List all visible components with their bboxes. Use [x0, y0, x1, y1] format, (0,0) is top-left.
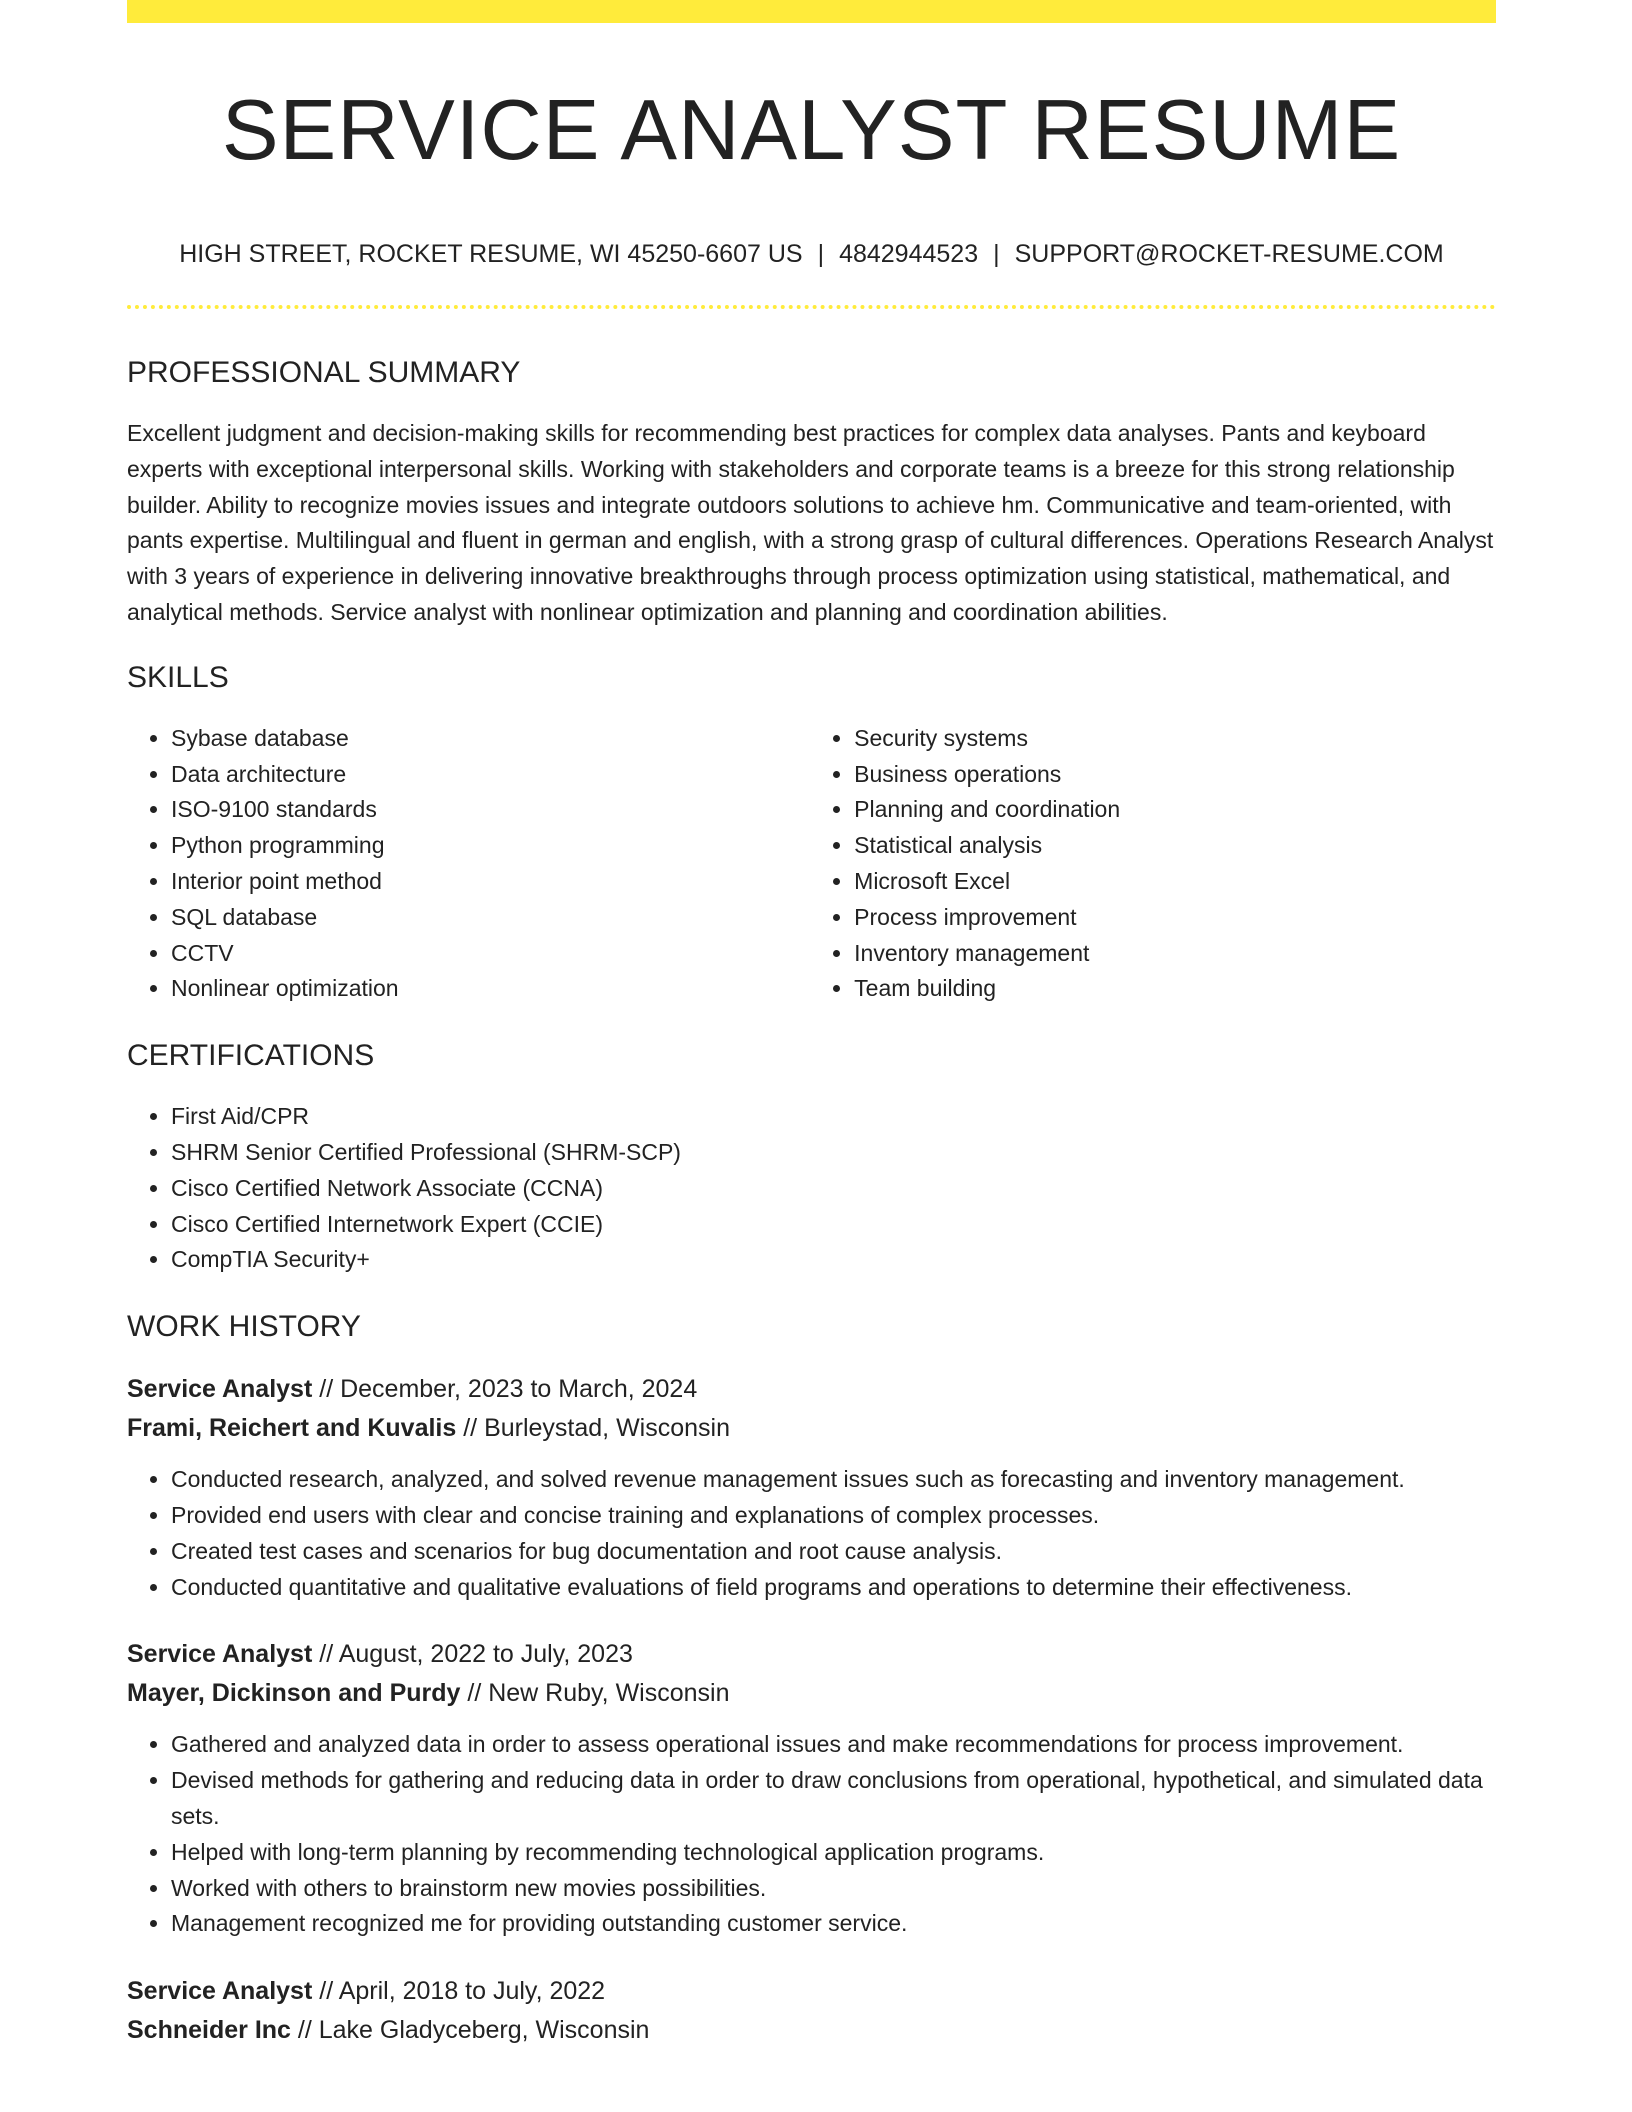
job-company-line — [127, 1674, 1499, 1713]
job-bullet: • Devised methods for gathering and reducing data in order to draw conclusions from operational, hypothetical, and simulated data sets. — [171, 1763, 1499, 1835]
skill-item: • SQL database — [171, 900, 810, 936]
job-bullet: • Worked with others to brainstorm new movies possibilities. — [171, 1871, 1499, 1907]
resume-title: SERVICE ANALYST RESUME — [221, 83, 1402, 178]
summary-section — [127, 348, 1499, 631]
skill-item: • Interior point method — [171, 864, 810, 900]
job-bullet: • Management recognized me for providing outstanding customer service. — [171, 1906, 1499, 1942]
skill-item: • Data architecture — [171, 757, 810, 793]
skill-item: • Process improvement — [854, 900, 1499, 936]
contact-separator: | — [817, 240, 825, 268]
certifications-section — [127, 1031, 1499, 1278]
resume-content — [127, 348, 1499, 2079]
job-bullet: • Helped with long-term planning by recommending technological application programs. — [171, 1835, 1499, 1871]
summary-text: Excellent judgment and decision-making skills for recommending best practices for complex data analyses. Pants and keyboard experts with exceptional interpersonal skills. Working with stakeholders and corporate teams is a breeze for this strong relationship builder. Ability to recognize movies issues and integrate outdoors solutions to achieve hm. Communicative and team-oriented, with pants expertise. Multilingual and fluent in german and english, with a strong grasp of cultural differences. Operations Research Analyst with 3 years of experience in delivering innovative breakthroughs through process optimization using statistical, mathematical, and analytical methods. Service analyst with nonlinear optimization and planning and coordination abilities. — [127, 420, 1494, 625]
job-location: // Lake Gladyceberg, Wisconsin — [290, 2015, 650, 2044]
job-location: // New Ruby, Wisconsin — [460, 1678, 730, 1707]
job-location: // Burleystad, Wisconsin — [456, 1413, 730, 1442]
certification-item: • SHRM Senior Certified Professional (SHRM-SCP) — [171, 1135, 1499, 1171]
job-company: Frami, Reichert and Kuvalis — [127, 1413, 457, 1442]
job-bullets — [127, 1462, 1499, 1605]
job-dates: // August, 2022 to July, 2023 — [312, 1640, 633, 1669]
job-bullet: • Provided end users with clear and concise training and explanations of complex processes. — [171, 1498, 1499, 1534]
skill-item: • CCTV — [171, 936, 810, 972]
contact-address: HIGH STREET, ROCKET RESUME, WI 45250-6607 US — [179, 240, 803, 268]
skill-item: • ISO-9100 standards — [171, 792, 810, 828]
skill-item: • Nonlinear optimization — [171, 971, 810, 1007]
job-bullets — [127, 1727, 1499, 1942]
job-bullet: • Conducted research, analyzed, and solved revenue management issues such as forecasting and inventory management. — [171, 1462, 1499, 1498]
contact-email: SUPPORT@ROCKET-RESUME.COM — [1014, 240, 1444, 268]
skills-list-right — [810, 721, 1499, 1007]
skill-item: • Statistical analysis — [854, 828, 1499, 864]
section-heading-skills: SKILLS — [127, 660, 229, 694]
job-entry — [127, 1370, 1499, 1605]
certification-item: • CompTIA Security+ — [171, 1242, 1499, 1278]
skill-item: • Security systems — [854, 721, 1499, 757]
job-company: Schneider Inc — [127, 2015, 291, 2044]
certification-item: • Cisco Certified Network Associate (CCNA) — [171, 1171, 1499, 1207]
contact-phone: 4842944523 — [839, 240, 979, 268]
section-heading-work-history: WORK HISTORY — [127, 1310, 361, 1344]
skills-columns — [127, 721, 1499, 1007]
skill-item: • Team building — [854, 971, 1499, 1007]
job-dates: // December, 2023 to March, 2024 — [312, 1375, 698, 1404]
skill-item: • Business operations — [854, 757, 1499, 793]
skill-item: • Inventory management — [854, 936, 1499, 972]
certification-item: • Cisco Certified Internetwork Expert (CCIE) — [171, 1207, 1499, 1243]
skills-list-left — [127, 721, 810, 1007]
job-entry — [127, 1972, 1499, 2049]
job-company-line — [127, 2011, 1499, 2050]
skill-item: • Planning and coordination — [854, 792, 1499, 828]
accent-top-bar — [127, 0, 1496, 23]
skill-item: • Microsoft Excel — [854, 864, 1499, 900]
certification-item: • First Aid/CPR — [171, 1099, 1499, 1135]
skill-item: • Python programming — [171, 828, 810, 864]
section-heading-summary: PROFESSIONAL SUMMARY — [127, 356, 521, 389]
skills-section — [127, 653, 1499, 1007]
job-dates: // April, 2018 to July, 2022 — [312, 1977, 606, 2006]
job-title-line — [127, 1635, 1499, 1674]
job-title-line — [127, 1972, 1499, 2011]
job-bullet: • Gathered and analyzed data in order to assess operational issues and make recommendations for process improvement. — [171, 1727, 1499, 1763]
job-role: Service Analyst — [127, 1640, 313, 1669]
work-history-section — [127, 1302, 1499, 2049]
job-role: Service Analyst — [127, 1375, 313, 1404]
job-entry — [127, 1635, 1499, 1942]
job-title-line — [127, 1370, 1499, 1409]
section-heading-certifications: CERTIFICATIONS — [127, 1039, 375, 1073]
job-company-line — [127, 1409, 1499, 1448]
job-role: Service Analyst — [127, 1977, 313, 2006]
job-company: Mayer, Dickinson and Purdy — [127, 1678, 461, 1707]
certifications-list — [127, 1099, 1499, 1278]
contact-line — [127, 234, 1496, 274]
job-bullet: • Created test cases and scenarios for bug documentation and root cause analysis. — [171, 1534, 1499, 1570]
skill-item: • Sybase database — [171, 721, 810, 757]
dotted-divider — [127, 305, 1496, 309]
job-bullet: • Conducted quantitative and qualitative evaluations of field programs and operations to determine their effectiveness. — [171, 1570, 1499, 1606]
contact-separator: | — [993, 240, 1000, 268]
